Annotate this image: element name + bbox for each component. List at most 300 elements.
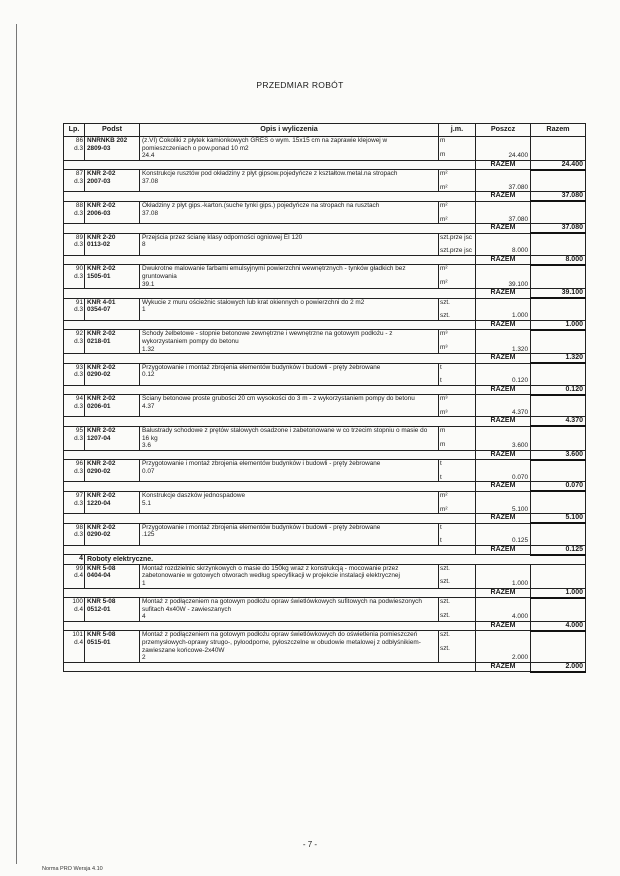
razem-label: RAZEM [476,662,531,672]
razem-label: RAZEM [476,320,531,330]
item-section: d.3 [74,337,83,345]
item-description: Balustrady schodowe z prętów stalowych osadzone i zabetonowane w co trzecim stopniu o masie do 16 kg [142,426,428,442]
item-section: d.3 [74,272,83,280]
header-jm: j.m. [439,124,476,137]
item-unit: m³ [440,343,448,351]
item-razem-empty [531,170,586,192]
razem-value: 0.125 [531,545,586,555]
table-row [64,523,586,545]
item-description: Konstrukcje daszków jednospadowe [142,491,246,499]
item-razem-empty [531,201,586,223]
item-razem-empty [531,491,586,513]
item-section: d.3 [74,371,83,379]
item-section: d.4 [74,638,83,646]
razem-label: RAZEM [476,482,531,492]
item-lp [64,170,85,192]
razem-row [64,450,586,460]
item-unit-cell [439,298,476,320]
item-basis [85,137,140,161]
razem-row [64,320,586,330]
item-poszcz: 37.080 [476,201,531,223]
item-lp [64,631,85,662]
section-row [64,555,586,565]
item-unit-top: szt. [440,564,450,572]
razem-value: 8.000 [531,255,586,265]
item-description-cell [140,330,439,354]
item-unit-cell [439,330,476,354]
item-poszcz: 1.320 [476,330,531,354]
item-unit-top: m [440,137,446,144]
item-description-cell [140,201,439,223]
item-lp [64,598,85,622]
razem-row [64,588,586,598]
table-row [64,564,586,588]
item-code: KNR 2-02 [87,426,116,434]
item-basis [85,564,140,588]
item-description-cell [140,233,439,255]
item-description: Ściany betonowe proste grubości 20 cm wysokości do 3 m - z wykorzystaniem pompy do betonu [142,395,415,403]
item-code: KNR 4-01 [87,298,116,306]
item-unit: szt. [440,644,450,652]
razem-value: 4.370 [531,417,586,427]
item-code: KNR 5-08 [87,631,116,639]
table-row [64,170,586,192]
razem-label: RAZEM [476,588,531,598]
item-unit-cell [439,170,476,192]
item-unit: t [440,537,442,545]
item-description-cell [140,460,439,482]
item-description: (z.VI) Cokoliki z płytek kamionkowych GRES o wym. 15x15 cm na zaprawie klejowej w pomieszczeniach o pow.ponad 10 m2 [142,137,388,152]
item-description-cell [140,564,439,588]
item-unit-cell [439,265,476,289]
item-number: 93 [75,363,83,371]
item-description: Okładziny z płyt gips.-karton.(suche tynki gips.) pojedyńcze na stropach na rusztach [142,201,380,209]
razem-spacer [64,417,476,427]
item-lp [64,460,85,482]
item-section: d.4 [74,572,83,580]
item-number: 89 [75,233,83,241]
razem-value: 2.000 [531,662,586,672]
item-code-number: 1207-04 [87,434,111,442]
item-description-cell [140,598,439,622]
item-code: KNR 2-02 [87,523,116,531]
razem-row [64,224,586,234]
item-description: Wykucie z muru ościeżnic stalowych lub krat okiennych o powierzchni do 2 m2 [142,298,365,306]
table-row [64,363,586,385]
item-unit-cell [439,460,476,482]
header-poszcz: Poszcz [476,124,531,137]
item-basis [85,170,140,192]
table-row [64,460,586,482]
item-section: d.3 [74,177,83,185]
item-description: Dwukrotne malowanie farbami emulsyjnymi powierzchni wewnętrznych - tynków gładkich bez gruntowania [142,265,406,280]
item-description: Przygotowanie i montaż zbrojenia elementów budynków i budowli - pręty żebrowane [142,523,381,531]
razem-spacer [64,482,476,492]
item-code-number: 0354-07 [87,306,111,314]
item-calculation: 1 [142,306,146,314]
item-poszcz: 3.600 [476,426,531,450]
item-code-number: 0290-02 [87,531,111,539]
item-calculation: 24.4 [142,152,155,160]
item-unit-cell [439,201,476,223]
item-unit-cell [439,598,476,622]
item-description: Montaż rozdzielnic skrzynkowych o masie do 150kg wraz z konstrukcją - mocowanie przez zabetonowanie w gotowych otworach według specyfikacji w projekcie instalacji elektrycznej [142,564,400,580]
item-poszcz: 39.100 [476,265,531,289]
item-basis [85,631,140,662]
item-basis [85,523,140,545]
item-description-cell [140,491,439,513]
razem-label: RAZEM [476,417,531,427]
item-unit: t [440,377,442,385]
item-number: 101 [72,631,83,639]
item-poszcz: 4.370 [476,395,531,417]
item-section: d.3 [74,499,83,507]
item-basis [85,233,140,255]
item-code: KNR 2-20 [87,233,116,241]
item-description-cell [140,265,439,289]
item-code: KNR 2-02 [87,170,116,178]
item-calculation: 4.37 [142,402,155,410]
razem-spacer [64,621,476,631]
razem-label: RAZEM [476,450,531,460]
item-poszcz: 37.080 [476,170,531,192]
item-code-number: 0404-04 [87,572,111,580]
item-description-cell [140,363,439,385]
item-code-number: 2006-03 [87,209,111,217]
item-lp [64,298,85,320]
razem-value: 39.100 [531,289,586,299]
item-unit-cell [439,233,476,255]
item-calculation: 37.08 [142,177,158,185]
item-unit-cell [439,426,476,450]
item-unit: szt. [440,312,450,320]
item-number: 97 [75,491,83,499]
item-razem-empty [531,395,586,417]
item-calculation: 4 [142,613,146,621]
item-code-number: 0218-01 [87,337,111,345]
item-lp [64,233,85,255]
item-basis [85,491,140,513]
razem-value: 1.000 [531,320,586,330]
item-razem-empty [531,598,586,622]
razem-row [64,385,586,395]
razem-spacer [64,514,476,524]
razem-label: RAZEM [476,192,531,202]
razem-value: 4.000 [531,621,586,631]
item-unit-cell [439,631,476,662]
item-description-cell [140,523,439,545]
section-lp: 4 [64,555,85,565]
item-section: d.3 [74,306,83,314]
item-code: KNR 2-02 [87,460,116,468]
razem-spacer [64,320,476,330]
item-unit-top: szt. [440,298,450,306]
item-unit-top: m² [440,491,448,499]
item-code-number: 2007-03 [87,177,111,185]
item-basis [85,201,140,223]
item-unit: m² [440,183,448,191]
item-basis [85,460,140,482]
razem-label: RAZEM [476,354,531,364]
section-label: Roboty elektryczne. [85,555,586,565]
item-basis [85,298,140,320]
item-razem-empty [531,363,586,385]
header-opis: Opis i wyliczenia [140,124,439,137]
item-unit-top: m³ [440,395,448,403]
item-calculation: .125 [142,531,155,539]
item-basis [85,265,140,289]
item-razem-empty [531,265,586,289]
razem-row [64,192,586,202]
item-calculation: 37.08 [142,209,158,217]
item-number: 86 [75,137,83,144]
page-number: - 7 - [302,840,318,849]
razem-label: RAZEM [476,160,531,170]
item-lp [64,426,85,450]
item-poszcz: 4.000 [476,598,531,622]
item-unit-top: szt. [440,598,450,606]
item-lp [64,491,85,513]
item-unit-cell [439,137,476,161]
table-row [64,265,586,289]
razem-value: 1.320 [531,354,586,364]
item-razem-empty [531,631,586,662]
header-razem: Razem [531,124,586,137]
item-lp [64,265,85,289]
item-code-number: 0290-02 [87,467,111,475]
item-unit-cell [439,491,476,513]
header-lp: Lp. [64,124,85,137]
item-code: KNR 2-02 [87,330,116,338]
item-description-cell [140,631,439,662]
item-description: Konstrukcje rusztów pod okładziny z płyt gipsow.pojedyńcze z kształtow.metal.na stropach [142,170,398,178]
item-code: KNR 2-02 [87,395,116,403]
item-basis [85,363,140,385]
item-unit-top: t [440,363,442,371]
razem-row [64,514,586,524]
item-calculation: 2 [142,654,146,662]
razem-spacer [64,588,476,598]
item-description: Przejścia przez ścianę klasy odporności ogniowej EI 120 [142,233,303,241]
item-unit: szt. [440,578,450,586]
item-calculation: 1 [142,580,146,587]
item-calculation: 3.6 [142,442,151,450]
table-row [64,233,586,255]
razem-value: 0.070 [531,482,586,492]
item-number: 91 [75,298,83,306]
item-section: d.3 [74,434,83,442]
item-razem-empty [531,298,586,320]
razem-spacer [64,160,476,170]
item-poszcz: 2.000 [476,631,531,662]
table-header-row [64,124,586,137]
item-code-number: 0512-01 [87,605,111,613]
item-code-number: 0515-01 [87,638,111,646]
razem-row [64,662,586,672]
cost-estimate-table [63,123,586,673]
item-description-cell [140,395,439,417]
razem-spacer [64,255,476,265]
item-lp [64,523,85,545]
item-razem-empty [531,426,586,450]
item-number: 92 [75,330,83,338]
header-podst: Podst [85,124,140,137]
item-number: 95 [75,426,83,434]
item-unit: szt.prze jsc [440,247,472,255]
item-basis [85,598,140,622]
item-razem-empty [531,233,586,255]
razem-label: RAZEM [476,514,531,524]
item-number: 100 [72,598,83,606]
item-number: 87 [75,170,83,178]
item-number: 88 [75,201,83,209]
item-poszcz: 24.400 [476,137,531,161]
item-calculation: 1.32 [142,345,155,353]
item-description-cell [140,170,439,192]
item-poszcz: 5.100 [476,491,531,513]
item-poszcz: 0.125 [476,523,531,545]
item-unit-top: m² [440,170,448,178]
item-description-cell [140,426,439,450]
razem-spacer [64,662,476,672]
item-unit-cell [439,363,476,385]
razem-value: 37.080 [531,192,586,202]
item-number: 96 [75,460,83,468]
item-section: d.3 [74,467,83,475]
item-calculation: 5.1 [142,499,151,507]
item-unit-top: szt.prze jsc [440,233,472,241]
item-poszcz: 1.000 [476,298,531,320]
razem-row [64,354,586,364]
razem-value: 1.000 [531,588,586,598]
item-section: d.3 [74,209,83,217]
item-number: 90 [75,265,83,273]
razem-label: RAZEM [476,255,531,265]
razem-value: 0.120 [531,385,586,395]
item-code-number: 1220-04 [87,499,111,507]
razem-row [64,621,586,631]
table-row [64,631,586,662]
razem-label: RAZEM [476,621,531,631]
item-code: KNR 2-02 [87,363,116,371]
table-row [64,426,586,450]
item-code: KNR 5-08 [87,564,116,572]
table-row [64,201,586,223]
item-poszcz: 0.070 [476,460,531,482]
item-razem-empty [531,460,586,482]
item-section: d.4 [74,605,83,613]
razem-value: 3.600 [531,450,586,460]
item-poszcz: 8.000 [476,233,531,255]
item-razem-empty [531,330,586,354]
table-row [64,598,586,622]
item-razem-empty [531,523,586,545]
item-code-number: 2809-03 [87,144,111,152]
item-code-number: 0206-01 [87,402,111,410]
table-row [64,491,586,513]
item-code: KNR 5-08 [87,598,116,606]
item-unit-cell [439,523,476,545]
item-code: KNR 2-02 [87,265,116,273]
razem-spacer [64,192,476,202]
razem-row [64,417,586,427]
razem-value: 24.400 [531,160,586,170]
item-unit: m² [440,278,448,286]
item-calculation: 39.1 [142,280,155,288]
razem-label: RAZEM [476,289,531,299]
item-lp [64,330,85,354]
item-code: NNRNKB 202 [87,137,128,144]
item-lp [64,363,85,385]
item-calculation: 0.12 [142,371,155,379]
item-unit-cell [439,395,476,417]
item-number: 99 [75,564,83,572]
item-basis [85,426,140,450]
item-lp [64,201,85,223]
item-calculation: 0.07 [142,467,155,475]
razem-label: RAZEM [476,224,531,234]
item-poszcz: 0.120 [476,363,531,385]
item-description-cell [140,137,439,161]
page-edge [16,24,17,864]
item-unit-top: m³ [440,330,448,338]
item-section: d.3 [74,531,83,539]
razem-spacer [64,385,476,395]
item-lp [64,137,85,161]
table-row [64,330,586,354]
item-unit-top: m² [440,265,448,273]
item-unit: m³ [440,408,448,416]
table-row [64,298,586,320]
item-unit: m [440,440,446,448]
item-lp [64,395,85,417]
razem-row [64,482,586,492]
razem-row [64,255,586,265]
item-description: Przygotowanie i montaż zbrojenia elementów budynków i budowli - pręty żebrowane [142,460,381,468]
item-unit-top: m² [440,201,448,209]
razem-spacer [64,224,476,234]
item-code: KNR 2-02 [87,491,116,499]
item-unit: szt. [440,611,450,619]
item-code-number: 0113-02 [87,241,111,249]
razem-label: RAZEM [476,385,531,395]
item-description: Montaż z podłączeniem na gotowym podłożu opraw świetlówkowych do oświetlenia pomieszczeń przemysłowych-oprawy strugo-, pyłoodporne, pyłoszczelne w obudowie metalowej z odbłyśnikiem-zawieszane końcowe-2x40W [142,631,421,654]
item-description: Przygotowanie i montaż zbrojenia elementów budynków i budowli - pręty żebrowane [142,363,381,371]
item-unit-top: t [440,523,442,531]
item-unit: m² [440,505,448,513]
razem-row [64,545,586,555]
item-section: d.3 [74,402,83,410]
item-number: 94 [75,395,83,403]
razem-spacer [64,354,476,364]
item-unit: m² [440,215,448,223]
razem-row [64,289,586,299]
item-code-number: 0290-02 [87,371,111,379]
item-lp [64,564,85,588]
item-unit: m [440,150,446,158]
table-row [64,395,586,417]
item-code: KNR 2-02 [87,201,116,209]
item-description: Schody żelbetowe - stopnie betonowe zewnętrzne i wewnętrzne na gotowym podłożu - z wykorzystaniem pompy do betonu [142,330,393,345]
item-unit-top: szt. [440,631,450,639]
item-unit-top: m [440,426,446,434]
razem-value: 37.080 [531,224,586,234]
item-razem-empty [531,137,586,161]
item-description-cell [140,298,439,320]
software-version: Norma PRO Wersja 4.10 [42,866,103,872]
item-basis [85,330,140,354]
item-section: d.3 [74,144,83,152]
